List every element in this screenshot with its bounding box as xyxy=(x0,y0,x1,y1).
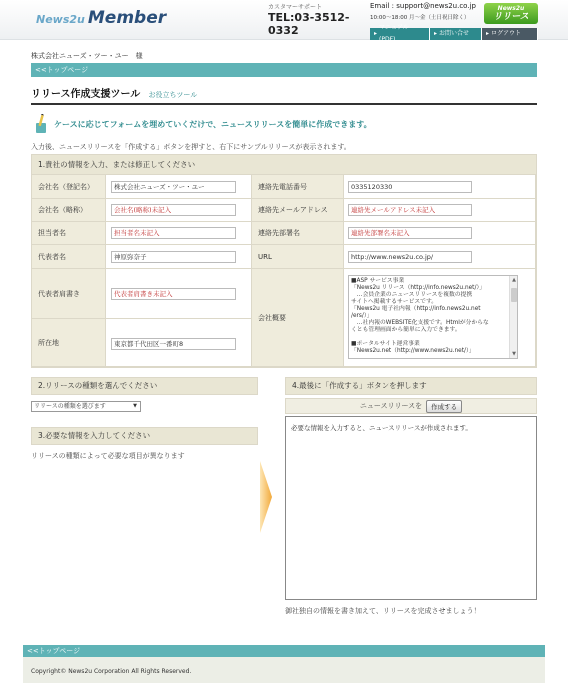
release-type-value: リリースの種類を選びます xyxy=(34,403,106,410)
arrow-right-icon: ▸ xyxy=(434,30,438,37)
scroll-up-icon[interactable]: ▲ xyxy=(512,277,516,283)
overview-scrollbar[interactable] xyxy=(509,276,517,358)
page-subtitle: お役立ちツール xyxy=(148,91,198,99)
create-button[interactable]: 作成する xyxy=(426,400,462,413)
arrow-right-icon xyxy=(260,461,272,533)
address-cell xyxy=(106,319,252,367)
top-page-link[interactable]: <<トップページ xyxy=(35,66,89,74)
logo-main: Member xyxy=(87,8,167,28)
overview-line: /ers/）」 xyxy=(351,313,373,319)
overview-line: ■ASP サービス事業 xyxy=(351,278,405,284)
overview-line: ■ポータルサイト運営事業 xyxy=(351,341,420,347)
section4-heading: 4.最後に「作成する」ボタンを押します xyxy=(285,377,537,395)
customer-support xyxy=(268,2,368,37)
support-tel: TEL:03-3512-0332 xyxy=(268,11,350,37)
overview-line: 「News2u リリース（http://info.news2u.net/）」 xyxy=(351,285,486,291)
rep-title-cell xyxy=(106,269,252,319)
release-type-select[interactable] xyxy=(31,401,141,412)
rep-cell xyxy=(106,245,252,269)
lead-text: ケースに応じてフォームを埋めていくだけで、ニュースリリースを簡単に作成できます。 xyxy=(54,119,372,129)
chevron-down-icon: ▼ xyxy=(133,403,137,409)
overview-textarea[interactable] xyxy=(348,275,518,359)
nav-manual-label: マニュアル(PDF) xyxy=(379,24,409,43)
overview-line: サイトへ掲載するサービスです。 xyxy=(351,299,438,305)
intro-text: 入力後、ニュースリリースを「作成する」ボタンを押すと、右下にサンプルリリースが表示されます。 xyxy=(31,143,351,151)
overview-cell xyxy=(344,269,536,367)
rep-title-input[interactable]: 代表者肩書き未記入 xyxy=(111,288,236,300)
rep-label: 代表者名 xyxy=(32,245,106,269)
rep-title-label: 代表者肩書き xyxy=(32,269,106,319)
arrow-right-icon: ▸ xyxy=(374,30,378,37)
footer-top-page-link[interactable]: <<トップページ xyxy=(27,647,81,655)
overview-line: …会員企業のニュースリリースを複数の提携 xyxy=(351,292,473,298)
company-formal-cell xyxy=(106,175,252,199)
dept-cell xyxy=(344,222,536,245)
support-label: カスタマーサポート xyxy=(268,4,323,11)
overview-label: 会社概要 xyxy=(252,269,344,367)
tel-label: 連絡先電話番号 xyxy=(252,175,344,199)
section1-heading: 1.貴社の情報を入力、または修正してください xyxy=(32,155,536,175)
top-link-bar xyxy=(31,63,537,77)
nav-logout-label: ログアウト xyxy=(491,30,522,37)
company-short-cell xyxy=(106,199,252,222)
overview-line: くとも管理画面から簡単に入力できます。 xyxy=(351,327,461,333)
section3-heading: 3.必要な情報を入力してください xyxy=(31,427,258,445)
copyright: Copyright© News2u Corporation All Rights Reserved. xyxy=(23,657,545,683)
url-cell xyxy=(344,245,536,269)
company-short-label: 会社名（略称） xyxy=(32,199,106,222)
create-label: ニュースリリースを xyxy=(359,402,423,410)
nav-contact-label: お問い合せ xyxy=(439,30,470,37)
person-cell xyxy=(106,222,252,245)
url-label: URL xyxy=(252,245,344,269)
company-formal-input[interactable]: 株式会社ニューズ・ツー・ユー xyxy=(111,181,236,193)
news2u-release-logo[interactable] xyxy=(484,3,538,24)
release-logo-top: News2u xyxy=(497,5,525,12)
nav-contact-link[interactable] xyxy=(430,28,482,40)
overview-line xyxy=(351,334,515,341)
email-input[interactable]: 連絡先メールアドレス未記入 xyxy=(348,204,472,216)
lead-row xyxy=(34,113,534,135)
release-logo-bottom: リリース xyxy=(493,12,529,22)
nav-manual-link[interactable] xyxy=(370,24,430,43)
tel-cell xyxy=(344,175,536,199)
logo-prefix: News2u xyxy=(36,13,85,26)
scroll-thumb[interactable] xyxy=(511,288,517,302)
email-label: 連絡先メールアドレス xyxy=(252,199,344,222)
header-nav xyxy=(370,24,538,43)
tel-input[interactable]: 0335120330 xyxy=(348,181,472,193)
address-label: 所在地 xyxy=(32,319,106,367)
release-output[interactable]: 必要な情報を入力すると、ニュースリリースが作成されます。 xyxy=(285,416,537,600)
create-bar xyxy=(285,398,537,414)
company-info-panel xyxy=(31,154,537,368)
arrow-right-icon: ▸ xyxy=(486,30,490,37)
pencil-cup-icon xyxy=(34,114,48,134)
person-label: 担当者名 xyxy=(32,222,106,245)
support-hours: 10:00〜18:00 月〜金（土日祝日除く） xyxy=(370,15,470,21)
company-name: 株式会社ニューズ・ツー・ユー 様 xyxy=(31,52,143,60)
company-formal-label: 会社名（登記名） xyxy=(32,175,106,199)
site-header xyxy=(0,0,568,43)
email-cell xyxy=(344,199,536,222)
address-input[interactable]: 東京都千代田区一番町8 xyxy=(111,338,236,350)
url-input[interactable]: http://www.news2u.co.jp/ xyxy=(348,251,472,263)
finish-text: 御社独自の情報を書き加えて、リリースを完成させましょう！ xyxy=(285,607,481,615)
company-short-input[interactable]: 会社名(略称)未記入 xyxy=(111,204,236,216)
page-title: リリース作成支援ツール xyxy=(31,89,141,100)
overview-line: 「News2u.net（http://www.news2u.net/）」 xyxy=(351,348,475,354)
rep-input[interactable]: 神原弥奈子 xyxy=(111,251,236,263)
support-email[interactable]: Email : support@news2u.co.jp xyxy=(370,2,476,10)
dept-input[interactable]: 連絡先部署名未記入 xyxy=(348,227,472,239)
footer-top-link-bar xyxy=(23,645,545,657)
scroll-down-icon[interactable]: ▼ xyxy=(512,351,516,357)
overview-line: 「News2u 電子社内報（http://info.news2u.net xyxy=(351,306,481,312)
section2-heading: 2.リリースの種類を選んでください xyxy=(31,377,258,395)
person-input[interactable]: 担当者名未記入 xyxy=(111,227,236,239)
dept-label: 連絡先部署名 xyxy=(252,222,344,245)
page-title-row xyxy=(31,85,537,105)
section3-note: リリースの種類によって必要な項目が異なります xyxy=(31,452,185,460)
site-logo[interactable] xyxy=(36,8,166,28)
overview-line: …社内報のWEBSITE化支援です。Htmlが分からな xyxy=(351,320,489,326)
nav-logout-link[interactable] xyxy=(482,28,538,40)
